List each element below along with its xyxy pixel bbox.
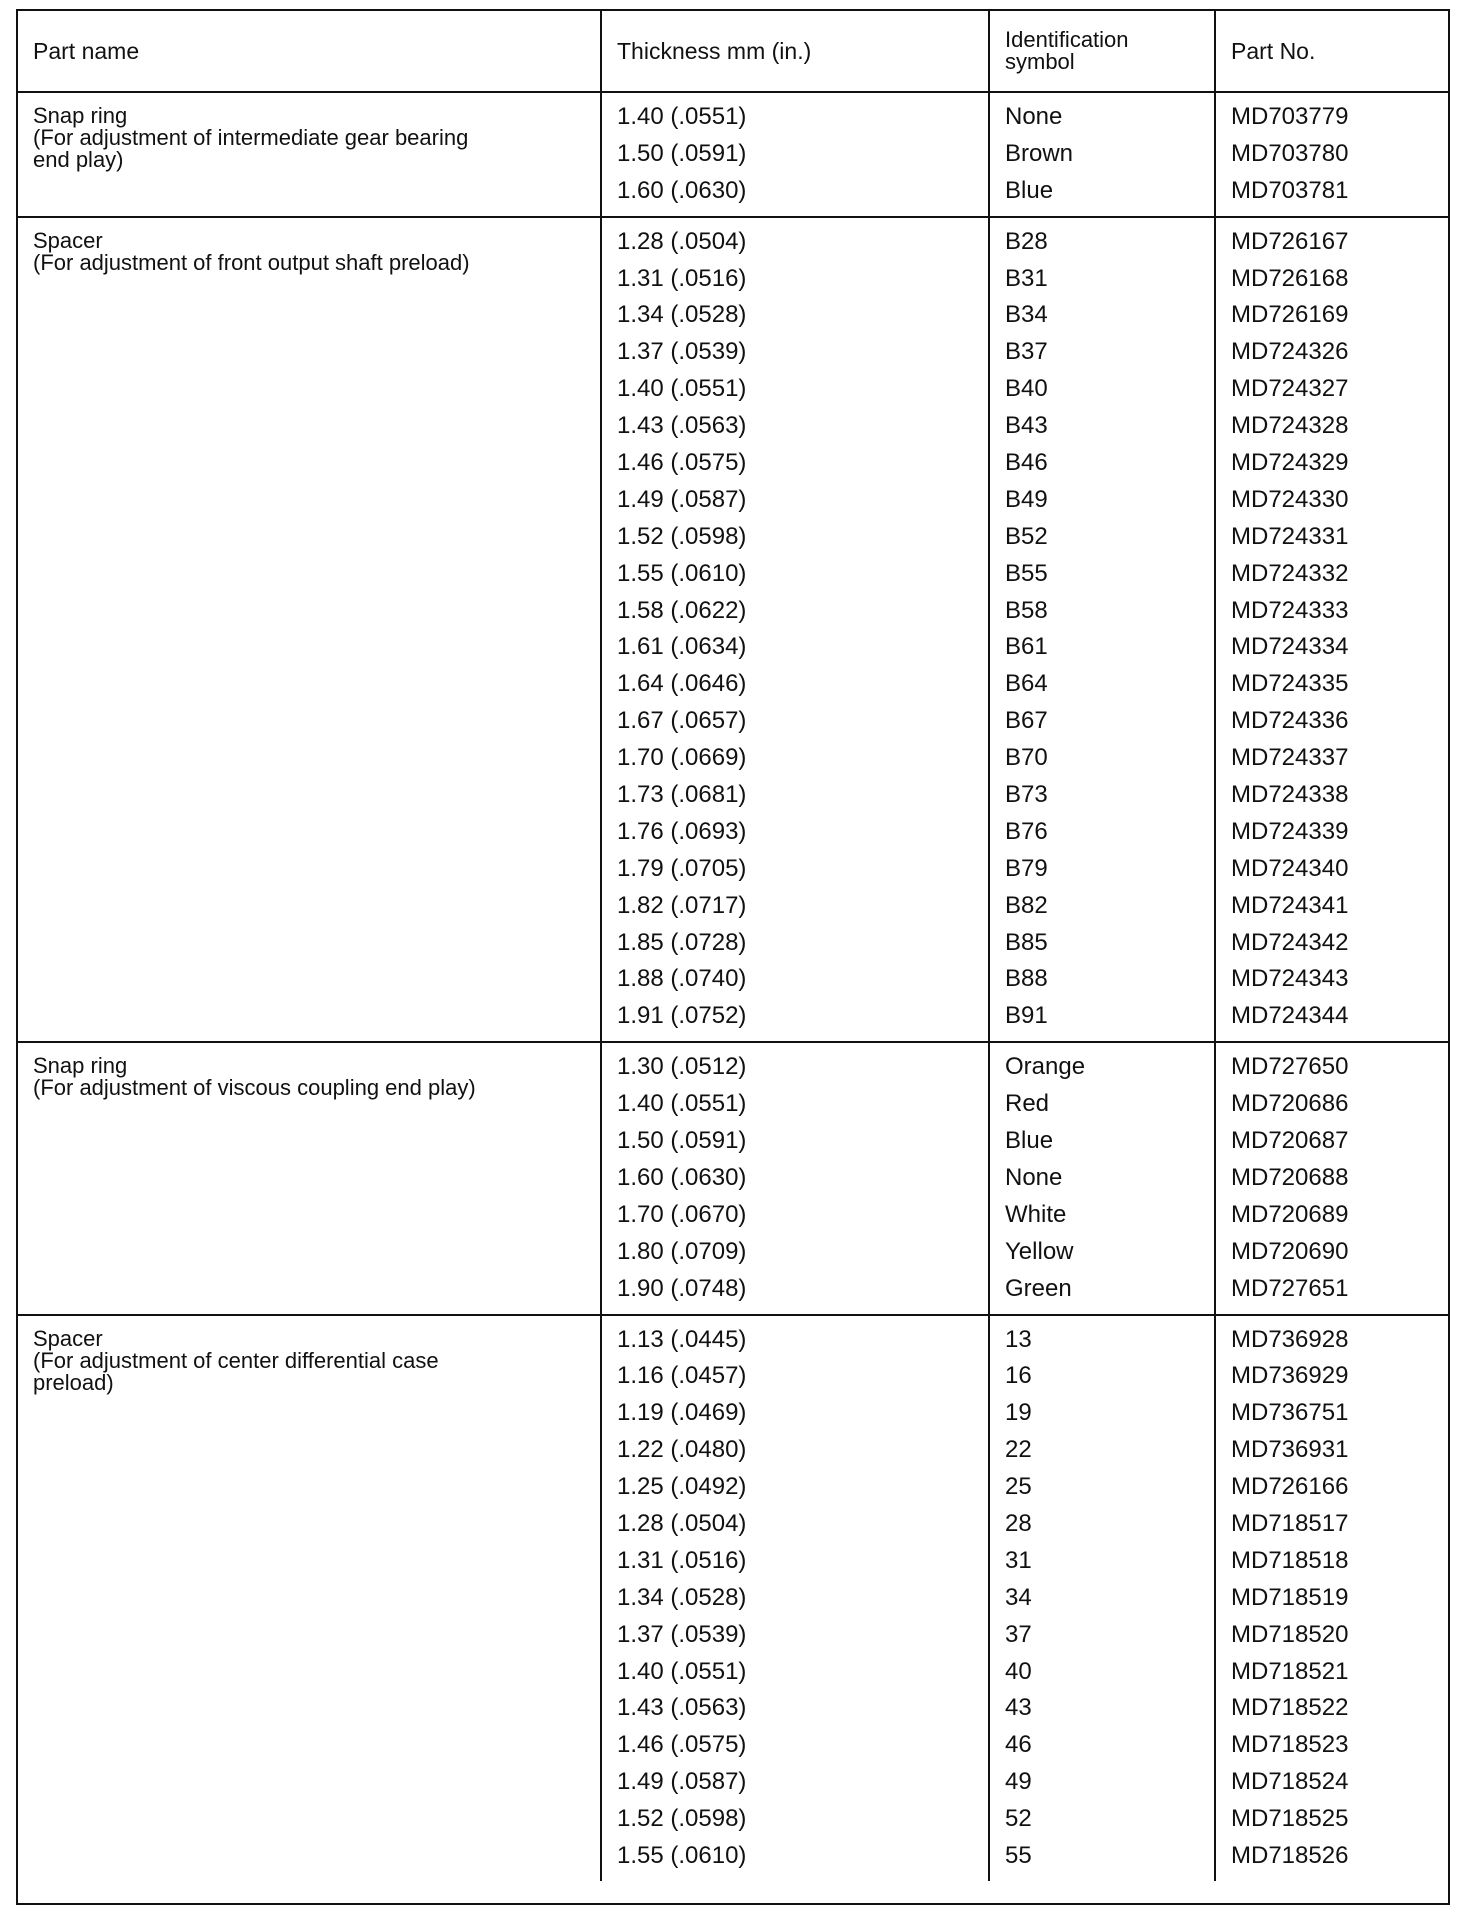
part-name: Snap ring [33, 1053, 128, 1079]
part-no-value: MD727650 [1231, 1053, 1349, 1081]
thickness-value: 1.52 (.0598) [617, 522, 747, 550]
thickness-value: 1.58 (.0622) [617, 596, 747, 624]
table-row [18, 1315, 1448, 1881]
part-no-value: MD726169 [1231, 301, 1349, 329]
identification-symbol-value: B85 [1005, 928, 1048, 956]
identification-symbol-cell [989, 1042, 1215, 1314]
part-no-value: MD720687 [1231, 1127, 1349, 1155]
header-thickness: Thickness mm (in.) [601, 11, 989, 92]
part-group [18, 1042, 1448, 1314]
table-header [18, 11, 1448, 92]
identification-symbol-value: B46 [1005, 449, 1048, 477]
part-no-value: MD724344 [1231, 1002, 1349, 1030]
thickness-value: 1.40 (.0551) [617, 103, 747, 130]
part-no-value: MD724329 [1231, 449, 1349, 477]
identification-symbol-value: Blue [1005, 1127, 1054, 1155]
identification-symbol-cell [989, 217, 1215, 1043]
identification-symbol-value: 25 [1005, 1473, 1032, 1501]
identification-symbol-value: B58 [1005, 596, 1048, 624]
identification-symbol-value: B64 [1005, 670, 1048, 698]
part-no-value: MD703779 [1231, 103, 1349, 130]
thickness-value: 1.28 (.0504) [617, 1509, 747, 1537]
part-no-value: MD736751 [1231, 1399, 1349, 1427]
identification-symbol-value: 40 [1005, 1657, 1032, 1685]
parts-table [18, 11, 1448, 1881]
identification-symbol-value: B88 [1005, 965, 1048, 993]
part-no-value: MD718523 [1231, 1731, 1349, 1759]
part-name-cell [18, 1315, 601, 1881]
part-no-value: MD703781 [1231, 176, 1349, 204]
part-no-value: MD736929 [1231, 1362, 1349, 1390]
part-purpose-line: (For adjustment of center differential case [33, 1347, 439, 1373]
identification-symbol-value: 22 [1005, 1436, 1032, 1464]
identification-symbol-value: None [1005, 1163, 1063, 1191]
part-purpose-line: preload) [33, 1369, 114, 1395]
part-no-value: MD724327 [1231, 375, 1349, 403]
thickness-value: 1.37 (.0539) [617, 1620, 747, 1648]
part-no-value: MD724339 [1231, 817, 1349, 845]
part-group [18, 1315, 1448, 1881]
part-no-value: MD724330 [1231, 485, 1349, 513]
identification-symbol-value: Orange [1005, 1053, 1086, 1081]
part-group [18, 92, 1448, 217]
header-part-no: Part No. [1215, 11, 1448, 92]
thickness-value: 1.67 (.0657) [617, 707, 747, 735]
part-no-cell [1215, 217, 1448, 1043]
thickness-value: 1.25 (.0492) [617, 1473, 747, 1501]
identification-symbol-value: 31 [1005, 1546, 1032, 1574]
part-no-value: MD736931 [1231, 1436, 1349, 1464]
thickness-value: 1.34 (.0528) [617, 1583, 747, 1611]
identification-symbol-value: B70 [1005, 744, 1048, 772]
thickness-value: 1.52 (.0598) [617, 1805, 747, 1833]
part-no-value: MD718521 [1231, 1657, 1349, 1685]
part-no-value: MD718520 [1231, 1620, 1349, 1648]
part-no-value: MD724337 [1231, 744, 1349, 772]
part-no-value: MD718518 [1231, 1546, 1349, 1574]
identification-symbol-value: B55 [1005, 559, 1048, 587]
identification-symbol-value: B76 [1005, 817, 1048, 845]
identification-symbol-value: B31 [1005, 264, 1048, 292]
identification-symbol-value: None [1005, 103, 1063, 130]
part-name-cell [18, 1042, 601, 1314]
thickness-value: 1.22 (.0480) [617, 1436, 747, 1464]
thickness-value: 1.19 (.0469) [617, 1399, 747, 1427]
thickness-value: 1.28 (.0504) [617, 227, 747, 255]
identification-symbol-cell [989, 92, 1215, 217]
part-name-cell [18, 217, 601, 1043]
thickness-cell [601, 217, 989, 1043]
part-no-value: MD720689 [1231, 1200, 1349, 1228]
part-no-value: MD726166 [1231, 1473, 1349, 1501]
part-no-value: MD724342 [1231, 928, 1349, 956]
part-no-value: MD718517 [1231, 1509, 1349, 1537]
part-no-value: MD720686 [1231, 1090, 1349, 1118]
thickness-value: 1.76 (.0693) [617, 817, 747, 845]
identification-symbol-cell [989, 1315, 1215, 1881]
thickness-value: 1.50 (.0591) [617, 139, 747, 167]
part-no-value: MD726167 [1231, 227, 1349, 255]
part-purpose-line: end play) [33, 147, 124, 172]
thickness-value: 1.60 (.0630) [617, 176, 747, 204]
identification-symbol-value: B73 [1005, 781, 1048, 809]
part-no-value: MD724340 [1231, 854, 1349, 882]
identification-symbol-value: 19 [1005, 1399, 1032, 1427]
identification-symbol-value: B91 [1005, 1002, 1048, 1030]
header-row [18, 11, 1448, 92]
thickness-value: 1.34 (.0528) [617, 301, 747, 329]
part-no-value: MD724338 [1231, 781, 1349, 809]
identification-symbol-value: Blue [1005, 176, 1054, 204]
thickness-cell [601, 1315, 989, 1881]
part-no-value: MD724328 [1231, 412, 1349, 440]
thickness-value: 1.79 (.0705) [617, 854, 747, 882]
part-no-value: MD720690 [1231, 1237, 1349, 1265]
thickness-value: 1.64 (.0646) [617, 670, 747, 698]
thickness-value: 1.31 (.0516) [617, 1546, 747, 1574]
thickness-value: 1.50 (.0591) [617, 1127, 747, 1155]
part-name: Spacer [33, 227, 103, 253]
thickness-value: 1.49 (.0587) [617, 485, 747, 513]
part-group [18, 217, 1448, 1043]
part-purpose-line: (For adjustment of front output shaft preload) [33, 249, 470, 275]
part-no-value: MD718526 [1231, 1841, 1349, 1869]
thickness-value: 1.37 (.0539) [617, 338, 747, 366]
identification-symbol-value: 43 [1005, 1694, 1032, 1722]
identification-symbol-value: B28 [1005, 227, 1048, 255]
identification-symbol-value: B67 [1005, 707, 1048, 735]
thickness-value: 1.85 (.0728) [617, 928, 747, 956]
part-no-value: MD736928 [1231, 1325, 1349, 1353]
thickness-value: 1.16 (.0457) [617, 1362, 747, 1390]
part-no-value: MD718525 [1231, 1805, 1349, 1833]
identification-symbol-value: B49 [1005, 485, 1048, 513]
identification-symbol-value: 55 [1005, 1841, 1032, 1869]
thickness-value: 1.90 (.0748) [617, 1274, 747, 1302]
thickness-value: 1.30 (.0512) [617, 1053, 747, 1081]
thickness-value: 1.46 (.0575) [617, 449, 747, 477]
identification-symbol-value: 28 [1005, 1509, 1032, 1537]
identification-symbol-value: B61 [1005, 633, 1048, 661]
thickness-value: 1.49 (.0587) [617, 1768, 747, 1796]
identification-symbol-value: B37 [1005, 338, 1048, 366]
identification-symbol-value: B43 [1005, 412, 1048, 440]
part-no-value: MD726168 [1231, 264, 1349, 292]
thickness-value: 1.40 (.0551) [617, 1657, 747, 1685]
parts-table-sheet [16, 9, 1450, 1905]
identification-symbol-value: 52 [1005, 1805, 1032, 1833]
thickness-value: 1.40 (.0551) [617, 375, 747, 403]
part-no-cell [1215, 1042, 1448, 1314]
identification-symbol-value: B34 [1005, 301, 1048, 329]
identification-symbol-value: 37 [1005, 1620, 1032, 1648]
identification-symbol-value: 49 [1005, 1768, 1032, 1796]
thickness-value: 1.43 (.0563) [617, 412, 747, 440]
identification-symbol-value: B52 [1005, 522, 1048, 550]
thickness-cell [601, 1042, 989, 1314]
part-no-value: MD718522 [1231, 1694, 1349, 1722]
part-no-value: MD727651 [1231, 1274, 1349, 1302]
part-no-value: MD724326 [1231, 338, 1349, 366]
part-no-value: MD724335 [1231, 670, 1349, 698]
table-row [18, 1042, 1448, 1314]
thickness-value: 1.40 (.0551) [617, 1090, 747, 1118]
header-identification-symbol-line1: Identification [1005, 27, 1129, 52]
part-no-cell [1215, 1315, 1448, 1881]
thickness-value: 1.82 (.0717) [617, 891, 747, 919]
part-no-value: MD724331 [1231, 522, 1349, 550]
part-no-value: MD718519 [1231, 1583, 1349, 1611]
part-no-value: MD724336 [1231, 707, 1349, 735]
part-no-value: MD724343 [1231, 965, 1349, 993]
thickness-value: 1.60 (.0630) [617, 1163, 747, 1191]
thickness-value: 1.55 (.0610) [617, 559, 747, 587]
identification-symbol-value: Yellow [1005, 1237, 1074, 1265]
identification-symbol-value: Green [1005, 1274, 1072, 1302]
part-no-value: MD724341 [1231, 891, 1349, 919]
part-no-value: MD720688 [1231, 1163, 1349, 1191]
header-part-name: Part name [18, 11, 601, 92]
part-no-value: MD718524 [1231, 1768, 1349, 1796]
identification-symbol-value: White [1005, 1200, 1067, 1228]
thickness-value: 1.70 (.0670) [617, 1200, 747, 1228]
part-no-value: MD724334 [1231, 633, 1349, 661]
identification-symbol-value: B79 [1005, 854, 1048, 882]
part-name: Spacer [33, 1325, 103, 1351]
thickness-value: 1.43 (.0563) [617, 1694, 747, 1722]
identification-symbol-value: 16 [1005, 1362, 1032, 1390]
thickness-value: 1.91 (.0752) [617, 1002, 747, 1030]
part-no-value: MD703780 [1231, 139, 1349, 167]
part-name-cell [18, 92, 601, 217]
thickness-value: 1.88 (.0740) [617, 965, 747, 993]
part-purpose-line: (For adjustment of intermediate gear bearing [33, 125, 469, 150]
thickness-cell [601, 92, 989, 217]
part-name: Snap ring [33, 103, 128, 128]
thickness-value: 1.55 (.0610) [617, 1841, 747, 1869]
identification-symbol-value: Red [1005, 1090, 1050, 1118]
part-no-value: MD724332 [1231, 559, 1349, 587]
table-row [18, 92, 1448, 217]
identification-symbol-value: 13 [1005, 1325, 1032, 1353]
header-identification-symbol-line2: symbol [1005, 49, 1075, 74]
thickness-value: 1.70 (.0669) [617, 744, 747, 772]
thickness-value: 1.46 (.0575) [617, 1731, 747, 1759]
identification-symbol-value: B82 [1005, 891, 1048, 919]
thickness-value: 1.73 (.0681) [617, 781, 747, 809]
identification-symbol-value: Brown [1005, 139, 1074, 167]
thickness-value: 1.80 (.0709) [617, 1237, 747, 1265]
identification-symbol-value: 46 [1005, 1731, 1032, 1759]
thickness-value: 1.13 (.0445) [617, 1325, 747, 1353]
thickness-value: 1.61 (.0634) [617, 633, 747, 661]
part-no-cell [1215, 92, 1448, 217]
table-row [18, 217, 1448, 1043]
identification-symbol-value: B40 [1005, 375, 1048, 403]
part-no-value: MD724333 [1231, 596, 1349, 624]
header-identification-symbol [989, 11, 1215, 92]
part-purpose-line: (For adjustment of viscous coupling end play) [33, 1075, 476, 1101]
identification-symbol-value: 34 [1005, 1583, 1032, 1611]
thickness-value: 1.31 (.0516) [617, 264, 747, 292]
